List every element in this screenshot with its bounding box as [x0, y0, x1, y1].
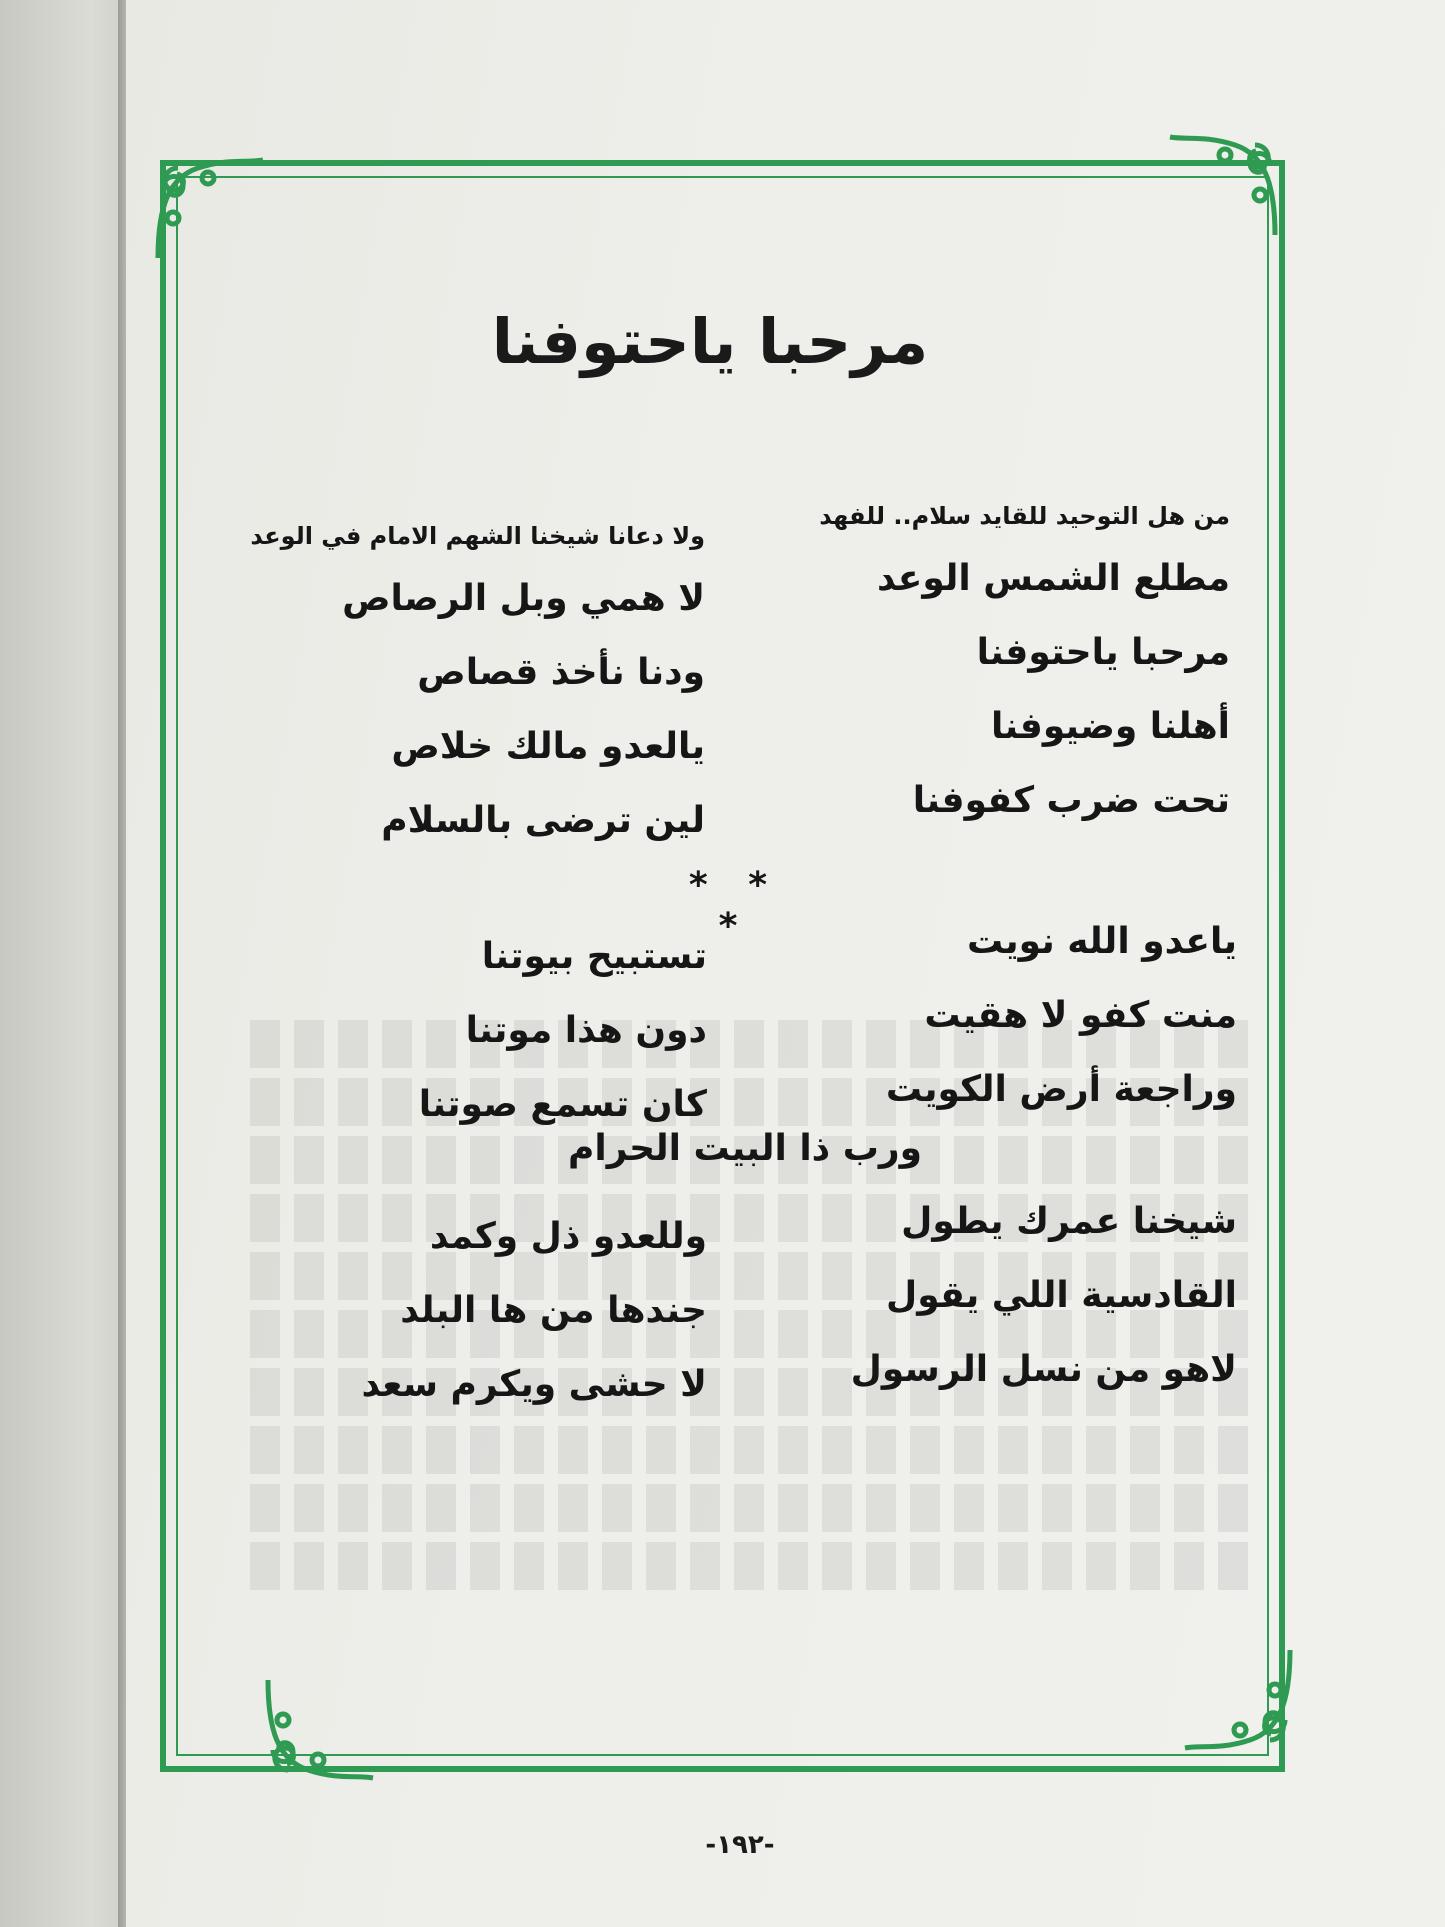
- verse-line: مرحبا ياحتوفنا: [976, 632, 1230, 673]
- verse-line: ولا دعانا شيخنا الشهم الامام في الوعد: [250, 522, 705, 550]
- verse-line: وللعدو ذل وكمد: [429, 1216, 707, 1257]
- verse-line: لا حشى ويكرم سعد: [361, 1364, 707, 1405]
- verse-line: تستبيح بيوتنا: [481, 936, 707, 977]
- verse-line: القادسية اللي يقول: [886, 1275, 1237, 1316]
- facing-page: [0, 0, 130, 1927]
- verse-line: شيخنا عمرك يطول: [901, 1201, 1237, 1242]
- verse-separator: * * *: [688, 865, 782, 947]
- poem-title: مرحبا ياحتوفنا: [491, 305, 929, 378]
- verse-line: من هل التوحيد للقايد سلام.. للفهد: [819, 502, 1230, 530]
- verse-line: ودنا نأخذ قصاص: [417, 652, 705, 693]
- verse3-left-column: [187, 1200, 707, 1422]
- verse-line: دون هذا موتنا: [465, 1010, 707, 1051]
- verse-line: وراجعة أرض الكويت: [885, 1069, 1237, 1110]
- verse-line: كان تسمع صوتنا: [418, 1084, 707, 1125]
- verse1-right-column: [730, 490, 1230, 838]
- verse-line: مطلع الشمس الوعد: [876, 558, 1230, 599]
- verse-line: تحت ضرب كفوفنا: [912, 780, 1230, 821]
- verse-line: يالعدو مالك خلاص: [391, 726, 705, 767]
- corner-ornament-icon: [148, 148, 268, 268]
- corner-ornament-icon: [1165, 125, 1285, 245]
- verse-line: ياعدو الله نويت: [967, 921, 1237, 962]
- verse-line: لاهو من نسل الرسول: [850, 1349, 1237, 1390]
- verse-center-line: ورب ذا البيت الحرام: [568, 1128, 922, 1169]
- verse-line: لا همي وبل الرصاص: [342, 578, 705, 619]
- verse3-right-column: [737, 1185, 1237, 1407]
- verse-line: منت كفو لا هقيت: [924, 995, 1237, 1036]
- verse-line: لين ترضى بالسلام: [381, 800, 705, 841]
- verse-line: جندها من ها البلد: [400, 1290, 707, 1331]
- verse2-right-column: [737, 905, 1237, 1127]
- verse1-left-column: [185, 510, 705, 858]
- page-number: -١٩٢-: [705, 1830, 775, 1860]
- verse-line: أهلنا وضيوفنا: [991, 706, 1230, 747]
- corner-ornament-icon: [1180, 1640, 1300, 1760]
- corner-ornament-icon: [258, 1670, 378, 1790]
- verse2-left-column: [187, 920, 707, 1142]
